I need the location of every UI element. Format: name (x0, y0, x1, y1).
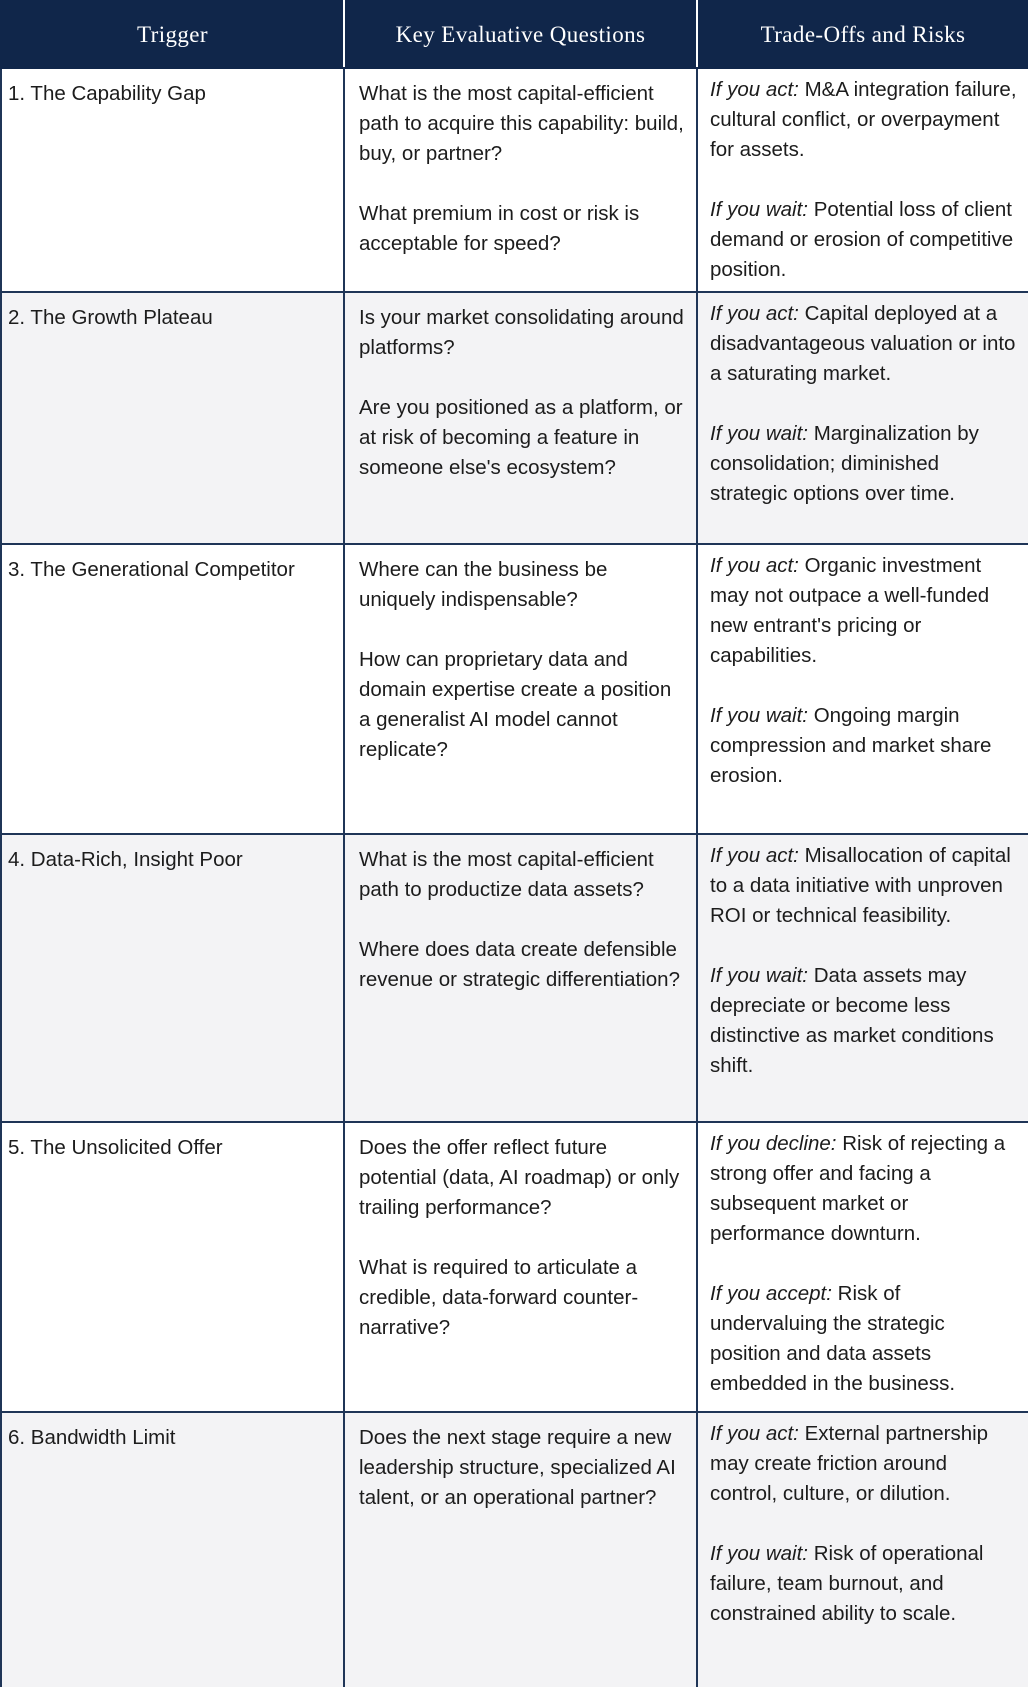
risk-lead: If you wait: (710, 964, 808, 987)
risk-text: Marginalization by consolidation; diminished strategic options over time. (710, 422, 979, 505)
table-row (1, 834, 1028, 1122)
risk-paragraph (710, 299, 1018, 389)
header-trade-offs-and-risks: Trade-Offs and Risks (697, 1, 1028, 68)
risk-text: M&A integration failure, cultural conflict, or overpayment for assets. (710, 78, 1017, 161)
questions-cell (344, 1122, 697, 1412)
risk-lead: If you act: (710, 78, 799, 101)
risks-cell (697, 834, 1028, 1122)
risk-text: Organic investment may not outpace a well-funded new entrant's pricing or capabilities. (710, 554, 990, 667)
risk-paragraph (710, 1539, 1018, 1629)
question-text: Where can the business be uniquely indispensable? (359, 558, 608, 611)
table-row (1, 1122, 1028, 1412)
risk-lead: If you act: (710, 302, 799, 325)
risk-lead: If you act: (710, 554, 799, 577)
table-header (1, 1, 1028, 68)
risk-text: Misallocation of capital to a data initiative with unproven ROI or technical feasibility. (710, 844, 1011, 927)
questions-cell (344, 292, 697, 544)
question-text: What is required to articulate a credible, data-forward counter-narrative? (359, 1256, 639, 1339)
risks-cell (697, 1122, 1028, 1412)
risk-paragraph (710, 1279, 1018, 1399)
header-trigger: Trigger (1, 1, 344, 68)
risk-lead: If you wait: (710, 198, 808, 221)
risk-paragraph (710, 841, 1018, 931)
question-text: What is the most capital-efficient path to acquire this capability: build, buy, or partner? (359, 82, 684, 165)
risk-lead: If you wait: (710, 422, 808, 445)
risk-paragraph (710, 701, 1018, 791)
question-text: Does the offer reflect future potential (data, AI roadmap) or only trailing performance? (359, 1136, 680, 1219)
questions-cell (344, 1412, 697, 1687)
risk-paragraph (710, 1419, 1018, 1509)
trigger-cell: 6. Bandwidth Limit (1, 1412, 344, 1687)
risk-lead: If you accept: (710, 1282, 832, 1305)
trigger-cell: 4. Data-Rich, Insight Poor (1, 834, 344, 1122)
table-row (1, 68, 1028, 292)
risk-lead: If you wait: (710, 1542, 808, 1565)
risk-text: Potential loss of client demand or erosion of competitive position. (710, 198, 1014, 281)
question-text: Are you positioned as a platform, or at risk of becoming a feature in someone else's ecosystem? (359, 396, 683, 479)
risk-text: Risk of undervaluing the strategic position and data assets embedded in the business. (710, 1282, 956, 1395)
question-text: Does the next stage require a new leadership structure, specialized AI talent, or an operational partner? (359, 1426, 676, 1509)
table-row (1, 292, 1028, 544)
risk-text: Capital deployed at a disadvantageous valuation or into a saturating market. (710, 302, 1016, 385)
risk-text: Risk of operational failure, team burnout, and constrained ability to scale. (710, 1542, 984, 1625)
table-body (1, 68, 1028, 1687)
risk-paragraph (710, 419, 1018, 509)
question-text: Is your market consolidating around platforms? (359, 306, 684, 359)
risk-text: Data assets may depreciate or become less distinctive as market conditions shift. (710, 964, 994, 1077)
header-row (1, 1, 1028, 68)
risk-text: Ongoing margin compression and market share erosion. (710, 704, 992, 787)
risk-text: External partnership may create friction around control, culture, or dilution. (710, 1422, 989, 1505)
trigger-cell: 5. The Unsolicited Offer (1, 1122, 344, 1412)
risks-cell (697, 1412, 1028, 1687)
question-text: What is the most capital-efficient path to productize data assets? (359, 848, 654, 901)
question-text: Where does data create defensible revenue or strategic differentiation? (359, 938, 680, 991)
risk-lead: If you decline: (710, 1132, 837, 1155)
trigger-cell: 1. The Capability Gap (1, 68, 344, 292)
question-text: What premium in cost or risk is acceptable for speed? (359, 202, 640, 255)
risk-paragraph (710, 75, 1018, 165)
risk-paragraph (710, 551, 1018, 671)
risks-cell (697, 544, 1028, 834)
table-row (1, 544, 1028, 834)
table-row (1, 1412, 1028, 1687)
questions-cell (344, 544, 697, 834)
risk-lead: If you act: (710, 1422, 799, 1445)
risk-lead: If you wait: (710, 704, 808, 727)
risk-paragraph (710, 961, 1018, 1081)
risk-paragraph (710, 195, 1018, 285)
trigger-cell: 3. The Generational Competitor (1, 544, 344, 834)
questions-cell (344, 834, 697, 1122)
risk-paragraph (710, 1129, 1018, 1249)
risk-lead: If you act: (710, 844, 799, 867)
risk-text: Risk of rejecting a strong offer and facing a subsequent market or performance downturn. (710, 1132, 1006, 1245)
risks-cell (697, 68, 1028, 292)
question-text: How can proprietary data and domain expertise create a position a generalist AI model cannot replicate? (359, 648, 672, 761)
header-key-evaluative-questions: Key Evaluative Questions (344, 1, 697, 68)
questions-cell (344, 68, 697, 292)
risks-cell (697, 292, 1028, 544)
trigger-cell: 2. The Growth Plateau (1, 292, 344, 544)
